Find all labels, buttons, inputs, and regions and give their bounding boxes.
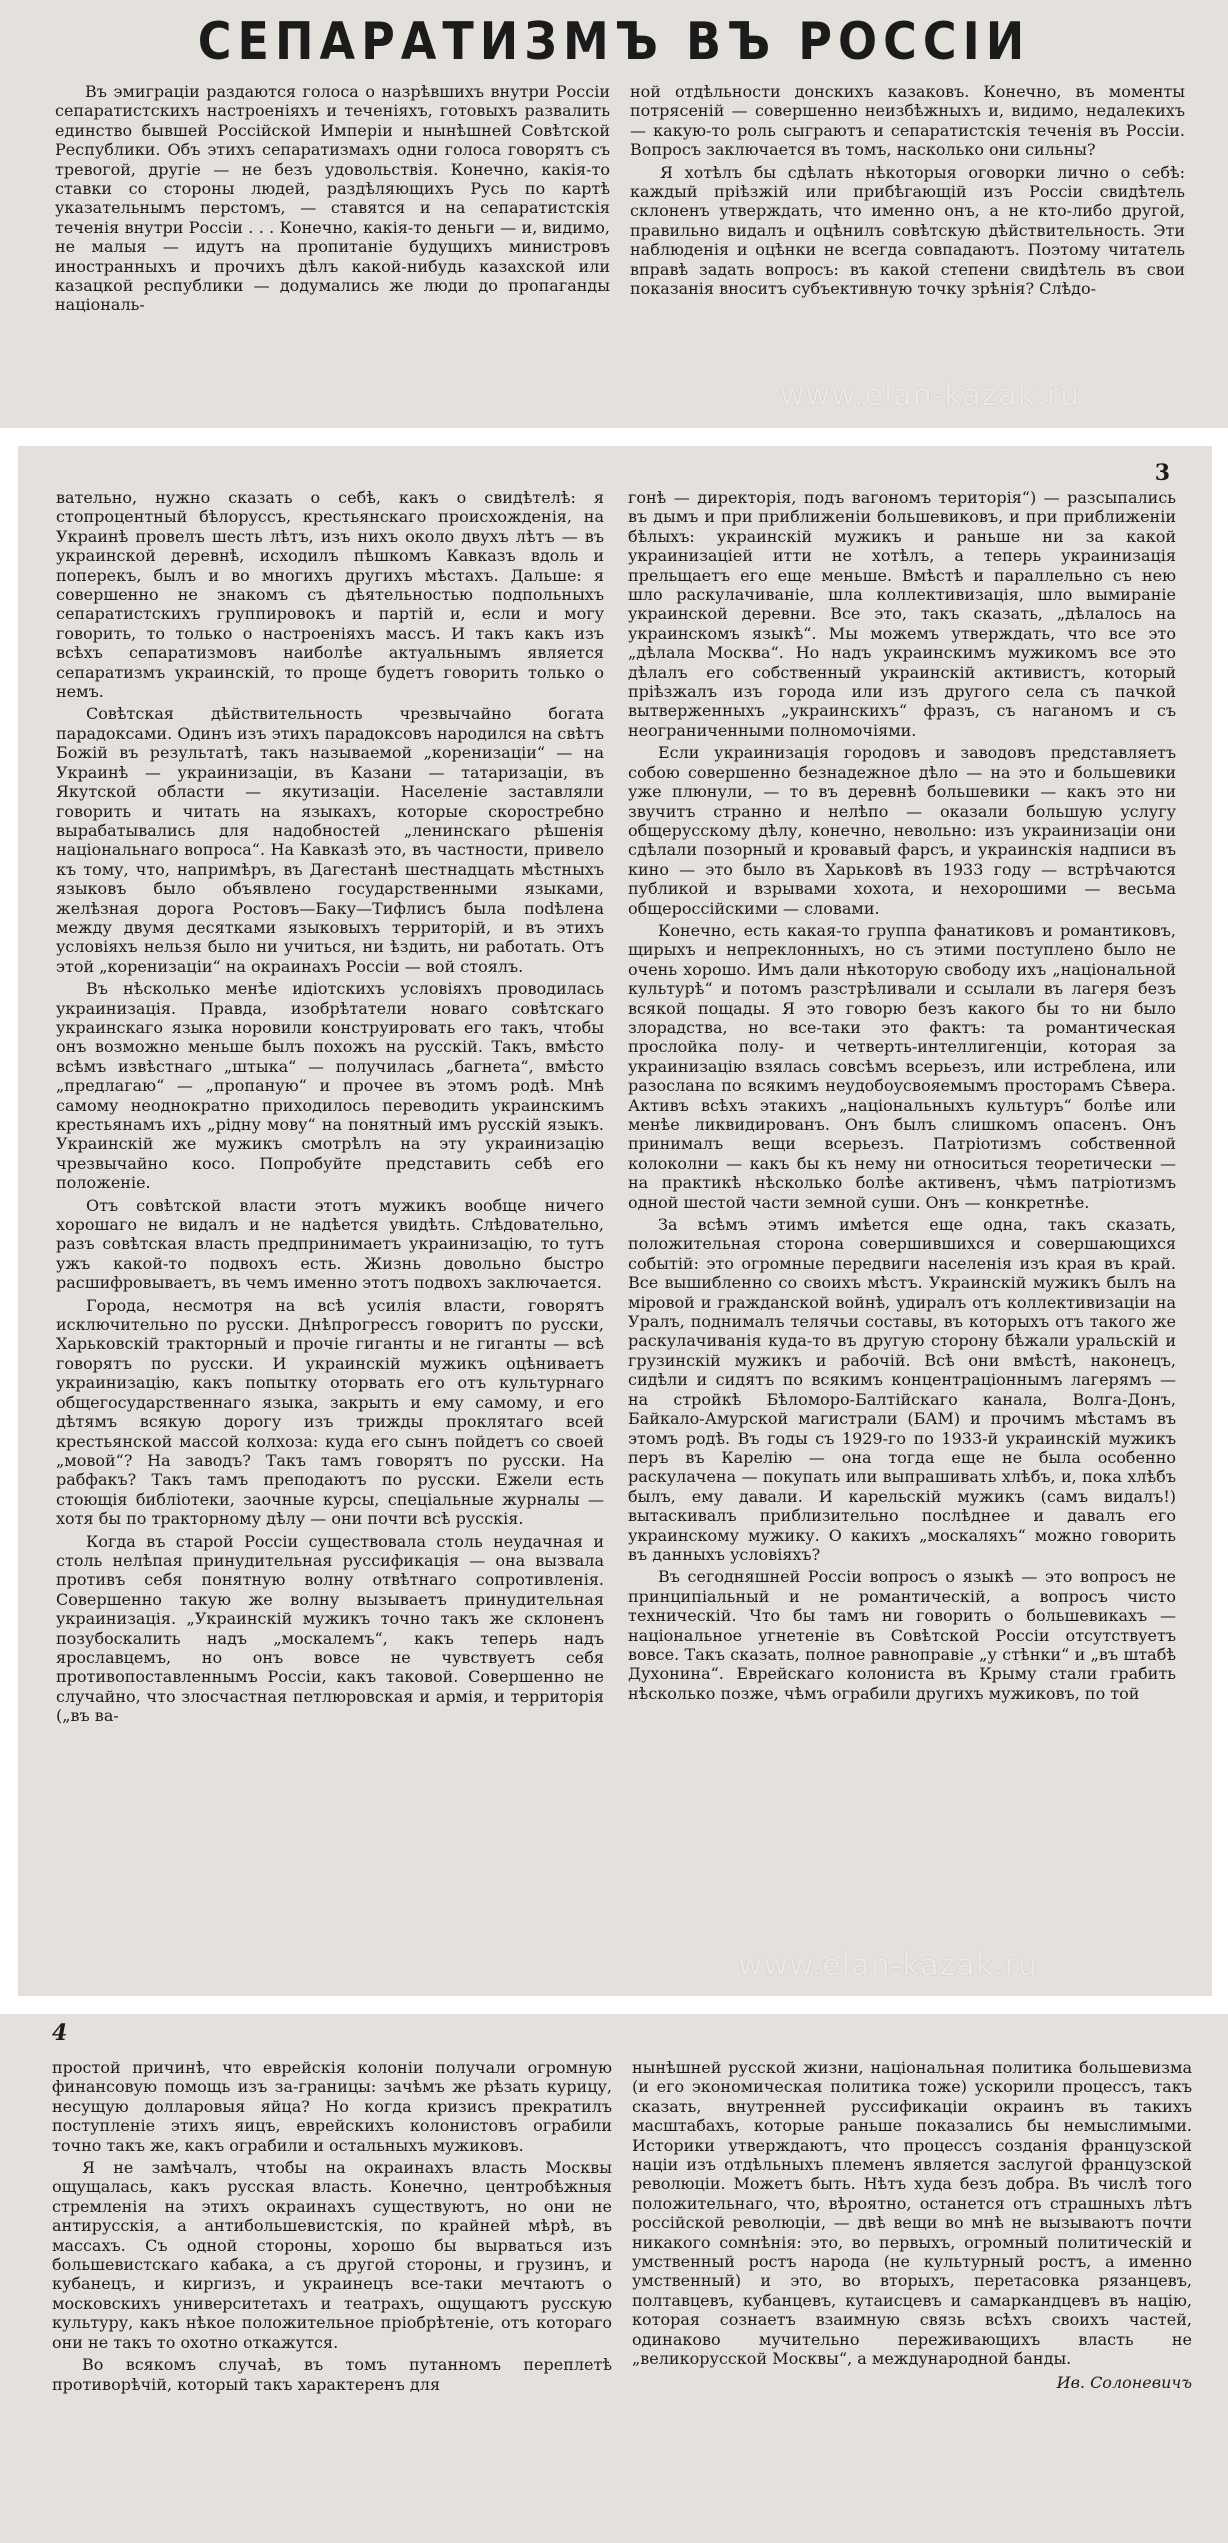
page-3-scan: [18, 446, 1212, 1996]
watermark: www.elan-kazak.ru: [738, 1948, 1039, 1983]
page-4-column-1: [52, 2058, 612, 2536]
paragraph: Въ эмиграціи раздаются голоса о назрѣвшихъ внутри Россіи сепаратистскихъ настроеніяхъ и теченіяхъ, готовыхъ развалить единство бывшей Россійской Имперіи и нынѣшней Совѣтской Республики. Объ этихъ сепаратизмахъ одни голоса говорятъ съ тревогой, другіе — не безъ удовольствія. Конечно, какія-то ставки со стороны людей, раздѣляющихъ Русь по картѣ указательнымъ перстомъ, — ставятся и на сепаратистскія теченія внутри Россіи . . . Конечно, какія-то деньги — и, видимо, не малыя — идутъ на пропитаніе будущихъ министровъ иностранныхъ и прочихъ дѣлъ какой-нибудь казахской или казацкой республики — додумались же люди до пропаганды національ-: [55, 82, 610, 315]
article-title: СЕПАРАТИЗМЪ ВЪ РОССІИ: [197, 10, 1031, 72]
page-3-columns: [56, 488, 1176, 1980]
paragraph: Я хотѣлъ бы сдѣлать нѣкоторыя оговорки лично о себѣ: каждый пріѣзжій или прибѣгающій изъ Россіи свидѣтель склоненъ утверждать, что именно онъ, а не кто-либо другой, правильно видалъ и оцѣнилъ совѣтскую дѣйствительность. Эти наблюденія и оцѣнки не всегда совпадаютъ. Поэтому читатель вправѣ задать вопросъ: въ какой степени свидѣтель въ свои показанія вноситъ субъективную точку зрѣнія? Слѣдо-: [630, 162, 1185, 299]
paragraph: Въ сегодняшней Россіи вопросъ о языкѣ — это вопросъ не принципіальный и не романтическій, а вопросъ чисто техническій. Что бы тамъ ни говорить о большевикахъ — національное угнетеніе въ Совѣтской Россіи отсутствуетъ вовсе. Такъ сказать, полное равноправіе „у стѣнки“ и „въ штабѣ Духонина“. Еврейскаго колониста въ Крыму стали грабить нѣсколько позже, чѣмъ ограбили другихъ мужиковъ, по той: [628, 1567, 1176, 1703]
header-column-1: [55, 82, 610, 418]
header-columns: [55, 82, 1185, 418]
paragraph: За всѣмъ этимъ имѣется еще одна, такъ сказать, положительная сторона совершившихся и совершающихся событій: это огромные передвиги населенія изъ края въ край. Все вышибленно со своихъ мѣстъ. Украинскій мужикъ былъ на міровой и гражданской войнѣ, удиралъ отъ коллективизаціи на Уралъ, поднималъ телячьи составы, въ которыхъ отъ такого же раскулачиванія куда-то въ другую сторону бѣжали уральскій и грузинскій мужикъ и рабочій. Всѣ они вмѣстѣ, наконецъ, сидѣли и сидятъ по всякимъ концентраціоннымъ лагерямъ — на стройкѣ Бѣломоро-Балтійскаго канала, Волга-Донъ, Байкало-Амурской магистрали (БАМ) и прочимъ мѣстамъ въ этомъ родѣ. Въ годы съ 1929-го по 1933-й украинскій мужикъ перъ въ Карелію — она тогда еще не была особенно раскулачена — покупать или выпрашивать хлѣбъ, и, пока хлѣбъ былъ, ему давали. И карельскій мужикъ (самъ видалъ!) вытаскивалъ приблизительно послѣднее и давалъ его украинскому мужику. О какихъ „москаляхъ“ можно говорить въ данныхъ условіяхъ?: [628, 1215, 1176, 1564]
paragraph: Конечно, есть какая-то группа фанатиковъ и романтиковъ, щирыхъ и непреклонныхъ, но съ этими поступлено было не очень хорошо. Имъ дали нѣкоторую свободу ихъ „національной культурѣ“ и потомъ разстрѣливали и ссылали въ лагеря безъ всякой пощады. Я это говорю безъ какого бы то ни было злорадства, но все-таки это фактъ: та романтическая прослойка полу- и четверть-интеллигенціи, которая за украинизацію взялась совсѣмъ всерьезъ, или истреблена, или разослана по всякимъ неудобоусвояемымъ просторамъ Сѣвера. Активъ всѣхъ этакихъ „національныхъ культуръ“ болѣе или менѣе ликвидированъ. Онъ былъ слишкомъ опасенъ. Онъ принималъ вещи всерьезъ. Патріотизмъ собственной колоколни — какъ бы къ нему ни относиться теоретически — на практикѣ нѣсколько болѣе активенъ, чѣмъ патріотизмъ одной шестой части земной суши. Онъ — конкретнѣе.: [628, 920, 1176, 1212]
article-header-scan: [0, 0, 1228, 428]
paragraph: Города, несмотря на всѣ усилія власти, говорятъ исключительно по русски. Днѣпрогрессъ говоритъ по русски, Харьковскій тракторный и прочіе гиганты и не гиганты — всѣ говорятъ по русски. И украинскій мужикъ оцѣниваетъ украинизацію, какъ попытку оторвать его отъ культурнаго общегосударственнаго языка, закрыть и ему самому, и его дѣтямъ всякую дорогу изъ трижды проклятаго всей крестьянской массой колхоза: куда его сынъ пойдетъ со своей „мовой“? На заводъ? Такъ тамъ говорятъ по русски. На рабфакъ? Такъ тамъ преподаютъ по русски. Ежели есть стоющія библіотеки, заочные курсы, спеціальные журналы — хотя бы по тракторному дѣлу — они почти всѣ русскія.: [56, 1295, 604, 1529]
page-number: 4: [52, 2020, 68, 2046]
page-4-columns: [52, 2058, 1192, 2536]
paragraph: Когда въ старой Россіи существовала столь неудачная и столь нелѣпая принудительная руссификація — она вызвала противъ себя понятную волну отвѣтнаго сопротивленія. Совершенно такую же волну вызываетъ принудительная украинизація. „Украинскій мужикъ точно такъ же склоненъ позубоскалить надъ „москалемъ“, какъ теперь надъ ярославцемъ, но онъ вовсе не чувствуетъ себя противопоставленнымъ Россіи, какъ таковой. Совершенно не случайно, что злосчастная петлюровская и армія, и территорія („въ ва-: [56, 1531, 604, 1726]
page-4-scan: [0, 2014, 1228, 2543]
page-4-column-2: [632, 2058, 1192, 2536]
page-3-column-1: [56, 488, 604, 1980]
paragraph: Я не замѣчалъ, чтобы на окраинахъ власть Москвы ощущалась, какъ русская власть. Конечно, центробѣжныя стремленія на этихъ окраинахъ существуютъ, но они не антирусскія, а антибольшевистскія, по крайней мѣрѣ, въ массахъ. Съ одной стороны, хорошо бы вырваться изъ большевистскаго кабака, а съ другой стороны, и грузинъ, и кубанецъ, и киргизъ, и украинецъ все-таки мечтаютъ о московскихъ университетахъ и театрахъ, ощущаютъ русскую культуру, какъ нѣкое положительное пріобрѣтеніе, отъ котораго они не такъ то охотно откажутся.: [52, 2158, 612, 2352]
watermark: www.elan-kazak.ru: [780, 378, 1081, 413]
page-number: 3: [1154, 460, 1170, 486]
paragraph: ной отдѣльности донскихъ казаковъ. Конечно, въ моменты потрясеній — совершенно неизбѣжныхъ и, видимо, недалекихъ — какую-то роль сыграютъ и сепаратистскія теченія въ Россіи. Вопросъ заключается въ томъ, насколько они сильны?: [630, 82, 1185, 160]
paragraph: Во всякомъ случаѣ, въ томъ путанномъ переплетѣ противорѣчій, который такъ характеренъ для: [52, 2355, 612, 2394]
paragraph: Если украинизація городовъ и заводовъ представляетъ собою совершенно безнадежное дѣло — на это и большевики уже плюнули, — то въ деревнѣ большевики — какъ это ни звучитъ странно и нелѣпо — оказали большую услугу общерусскому дѣлу, конечно, невольно: изъ украинизаціи они сдѣлали позорный и кровавый фарсъ, и украинскія надписи въ кино — это было въ Харьковѣ въ 1933 году — встрѣчаются публикой и взрывами хохота, и нехорошими — весьма общероссійскими — словами.: [628, 743, 1176, 918]
page-3-column-2: [628, 488, 1176, 1980]
paragraph: гонѣ — директорія, подъ вагономъ територія“) — разсыпались въ дымъ и при приближеніи большевиковъ, и при приближеніи бѣлыхъ: украинскій мужикъ и раньше ни за какой украинизаціей итти не хотѣлъ, а теперь украинизація прельщаетъ его еще меньше. Вмѣстѣ и параллельно съ нею шло раскулачиваніе, шла коллективизація, шло вымираніе украинской деревни. Все это, такъ сказать, „дѣлалось на украинскомъ языкѣ“. Мы можемъ утверждать, что все это „дѣлала Москва“. Но надъ украинскимъ мужикомъ все это дѣлалъ его собственный украинскій активистъ, который пріѣзжалъ изъ города или изъ другого села съ пачкой вытверженныхъ „украинскихъ“ фразъ, съ наганомъ и съ неограниченными полномочіями.: [628, 488, 1176, 740]
author-signature: Ив. Солоневичъ: [1056, 2372, 1192, 2392]
paragraph: простой причинѣ, что еврейскія колоніи получали огромную финансовую помощь изъ за-границы: зачѣмъ же рѣзать курицу, несущую долларовыя яйца? Но когда кризисъ прекратилъ поступленіе этихъ яицъ, еврейскихъ колонистовъ ограбили точно такъ же, какъ ограбили и остальныхъ мужиковъ.: [52, 2058, 612, 2155]
paragraph: Совѣтская дѣйствительность чрезвычайно богата парадоксами. Одинъ изъ этихъ парадоксовъ народился на свѣтъ Божій въ результатѣ, такъ называемой „коренизаціи“ — на Украинѣ — украинизаціи, въ Казани — татаризаціи, въ Якутской области — якутизаціи. Населеніе заставляли говорить и читать на языкахъ, которые скоростребно вырабатывались для надобностей „ленинскаго рѣшенія національнаго вопроса“. На Кавказѣ это, въ частности, привело къ тому, что, напримѣръ, въ Дагестанѣ шестнадцать мѣстныхъ языковъ было объявлено государственными языками, желѣзная дорога Ростовъ—Баку—Тифлисъ была поdѣлена между двумя десятками языковыхъ территорій, и въ этихъ условіяхъ нельзя было ни учиться, ни ѣздить, ни работать. Отъ этой „коренизаціи“ на окраинахъ Россіи — вой стоялъ.: [56, 704, 604, 976]
paragraph: Отъ совѣтской власти этотъ мужикъ вообще ничего хорошаго не видалъ и не надѣется увидѣть. Слѣдовательно, разъ совѣтская власть предпринимаетъ украинизацію, то тутъ ужъ какой-то подвохъ есть. Жизнь довольно быстро расшифровываетъ, въ чемъ именно этотъ подвохъ заключается.: [56, 1195, 604, 1293]
paragraph: нынѣшней русской жизни, національная политика большевизма (и его экономическая политика тоже) ускорили процессъ, такъ сказать, внутренней руссификаціи окраинъ въ такихъ масштабахъ, которые раньше показались бы немыслимыми. Историки утверждаютъ, что процессъ созданія французской націи изъ отдѣльныхъ племенъ является заслугой французской революціи. Можетъ быть. Нѣтъ худа безъ добра. Въ числѣ того положительнаго, что, вѣроятно, останется отъ страшныхъ лѣтъ россійской революціи, — двѣ вещи во мнѣ не вызываютъ почти никакого сомнѣнія: это, во первыхъ, огромный политическій и умственный ростъ народа (не культурный ростъ, а именно умственный) и это, во вторыхъ, перетасовка рязанцевъ, полтавцевъ, кубанцевъ, кутаисцевъ и самаркандцевъ въ націю, которая сознаетъ взаимную связь всѣхъ своихъ частей, одинаково мучительно переживающихъ власть не „великорусской Москвы“, а международной банды.: [632, 2058, 1192, 2369]
header-column-2: [630, 82, 1185, 418]
paragraph: вательно, нужно сказать о себѣ, какъ о свидѣтелѣ: я стопроцентный бѣлоруссъ, крестьянскаго происхожденія, на Украинѣ провелъ шесть лѣтъ, изъ нихъ около двухъ лѣтъ — въ украинской деревнѣ, исходилъ пѣшкомъ Кавказъ вдоль и поперекъ, былъ и во многихъ другихъ мѣстахъ. Дальше: я совершенно не знакомъ съ дѣятельностью подпольныхъ сепаратистскихъ группировокъ и партій и, если и могу говорить, то только о настроеніяхъ массъ. И такъ какъ изъ всѣхъ сепаратизмовъ наиболѣе актуальнымъ является сепаратизмъ украинскій, то проще будетъ говорить только о немъ.: [56, 488, 604, 702]
paragraph: Въ нѣсколько менѣе идіотскихъ условіяхъ проводилась украинизація. Правда, изобрѣтатели новаго совѣтскаго украинскаго языка норовили конструировать его такъ, чтобы онъ возможно меньше былъ похожъ на русскій. Такъ, вмѣсто всѣмъ извѣстнаго „штыка“ — получилась „багнета“, вмѣсто „предлагаю“ — „пропаную“ и прочее въ этомъ родѣ. Мнѣ самому неоднократно приходилось переводить украинскимъ крестьянамъ ихъ „рідну мову“ на понятный имъ русскій языкъ. Украинскій же мужикъ смотрѣлъ на эту украинизацію чрезвычайно косо. Попробуйте представить себѣ его положеніе.: [56, 979, 604, 1193]
